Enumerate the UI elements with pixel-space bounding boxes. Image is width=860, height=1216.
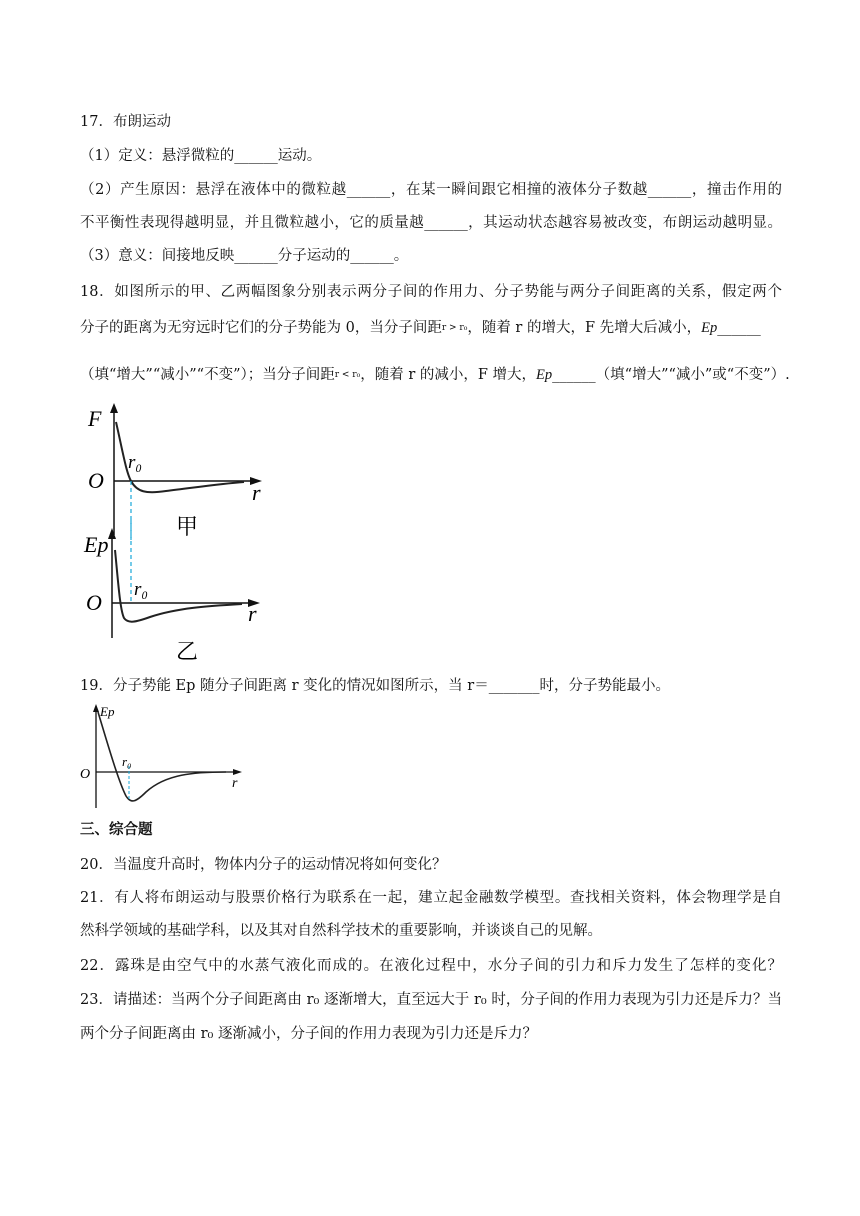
q18-line2-text-a: 分子的距离为无穷远时它们的分子势能为 0，当分子间距 [80,320,442,336]
q23-line2: 两个分子间距离由 r₀ 逐渐减小，分子间的作用力表现为引力还是斥力？ [80,1026,537,1042]
q19-y-label: Ep [100,704,115,719]
figure-yi-potential-curve [82,520,282,665]
jia-r0-label: r₀ [128,452,142,473]
yi-caption: 乙 [176,639,199,664]
figure-q19-potential-curve [76,700,246,812]
q18-ep-symbol-1: Ep [701,320,718,336]
q21-line2: 然科学领域的基础学科，以及其对自然科学技术的重要影响，并谈谈自己的见解。 [80,923,602,939]
q23-line1: 23．请描述：当两个分子间距离由 r₀ 逐渐增大，直至远大于 r₀ 时，分子间的作用力表现为引力还是斥力？当 [80,992,782,1008]
q19-x-label: r [232,776,238,791]
yi-r0-label: r₀ [134,579,148,600]
jia-y-arrow [110,403,118,413]
jia-x-label: r [252,480,261,505]
q22-text: 22．露珠是由空气中的水蒸气液化而成的。在液化过程中，水分子间的引力和斥力发生了怎样的变化？ [80,958,782,974]
q19-potential-curve [98,712,226,801]
q20-text: 20．当温度升高时，物体内分子的运动情况将如何变化？ [80,857,447,873]
q18-blank-1: ______ [717,320,761,336]
q19-r0-label: r₀ [122,754,132,769]
q18-line3-text-a: （填“增大”“减小”“不变”）；当分子间距 [80,367,335,383]
jia-caption: 甲 [176,514,199,539]
q18-line3-text-b: ，随着 r 的减小，F 增大， [360,367,537,383]
q18-cond-greater: r > r₀ [441,323,468,333]
q17-part2-line1: （2）产生原因：悬浮在液体中的微粒越______，在某一瞬间跟它相撞的液体分子数越______，撞击作用的 [80,182,782,198]
q17-title: 17．布朗运动 [80,114,171,130]
yi-x-label: r [248,601,257,626]
yi-y-arrow [108,528,116,539]
q21-line1: 21．有人将布朗运动与股票价格行为联系在一起，建立起金融数学模型。查找相关资料，体会物理学是自 [80,890,782,906]
q19-text: 19．分子势能 Ep 随分子间距离 r 变化的情况如图所示，当 r＝_______时，分子势能最小。 [80,678,670,694]
q17-part2-line2: 不平衡性表现得越明显，并且微粒越小，它的质量越______，其运动状态越容易被改变，布朗运动越明显。 [80,215,782,231]
q18-line2-text-b: ，随着 r 的增大，F 先增大后减小， [467,320,702,336]
q17-part1: （1）定义：悬浮微粒的______运动。 [80,148,322,164]
q18-cond-less: r < r₀ [334,370,361,380]
q18-ep-symbol-2: Ep [536,367,553,383]
jia-y-label: F [88,406,102,431]
q18-line3-text-c: ______（填“增大”“减小”或“不变”）. [552,367,790,383]
q18-line1: 18．如图所示的甲、乙两幅图象分别表示两分子间的作用力、分子势能与两分子间距离的关系，假定两个 [80,284,782,300]
q19-x-arrow [233,769,242,775]
section-heading: 三、综合题 [80,822,153,838]
q19-y-arrow [93,704,99,712]
jia-origin-label: O [88,468,104,493]
yi-origin-label: O [86,590,102,615]
yi-y-label: Ep [84,532,109,557]
figure-jia-force-curve [82,400,282,540]
q18-line3 [80,365,790,385]
q19-origin-label: O [80,767,91,782]
q17-part3: （3）意义：间接地反映______分子运动的______。 [80,248,409,264]
q18-line2 [80,318,761,338]
